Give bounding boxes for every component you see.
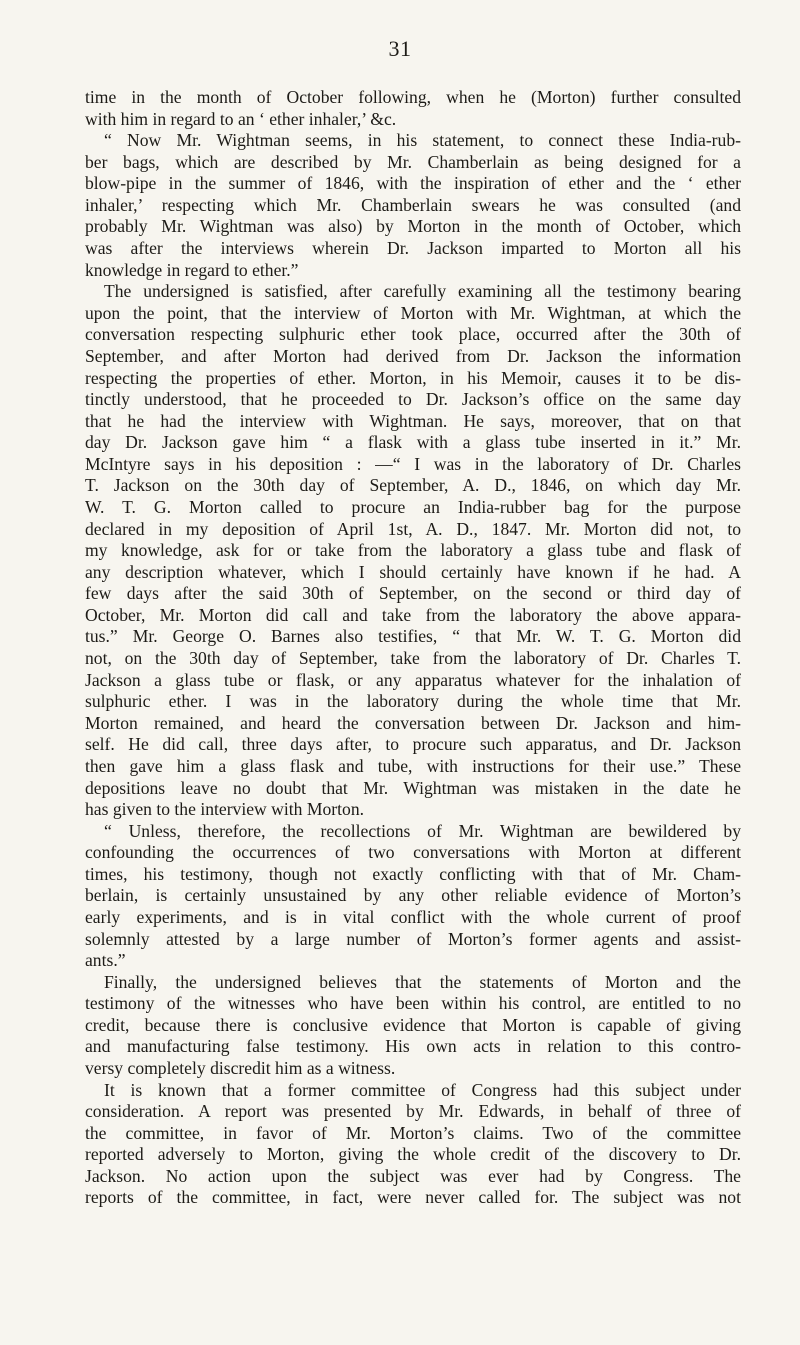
text-line: reported adversely to Morton, giving the whole credit of the discovery to Dr. [85,1144,741,1165]
text-line: Finally, the undersigned believes that the statements of Morton and the [104,971,741,992]
text-line: inhaler,’ respecting which Mr. Chamberlain swears he was consulted (and [85,194,741,215]
text-line: Jackson. No action upon the subject was ever had by Congress. The [85,1165,741,1186]
text-line: T. Jackson on the 30th day of September, A. D., 1846, on which day Mr. [85,475,741,496]
text-line: and manufacturing false testimony. His own acts in relation to this contro- [85,1036,741,1057]
text-line: not, on the 30th day of September, take from the laboratory of Dr. Charles T. [85,648,741,669]
text-line: blow-pipe in the summer of 1846, with the inspiration of ether and the ‘ ether [85,173,741,194]
text-line: berlain, is certainly unsustained by any other reliable evidence of Morton’s [85,885,741,906]
text-line: that he had the interview with Wightman. He says, moreover, that on that [85,410,741,431]
text-line: with him in regard to an ‘ ether inhaler,’ &c. [85,108,397,129]
text-line: times, his testimony, though not exactly conflicting with that of Mr. Cham- [85,863,741,884]
text-line: versy completely discredit him as a witness. [85,1058,396,1079]
text-line: ber bags, which are described by Mr. Chamberlain as being designed for a [85,151,741,172]
text-line: the committee, in favor of Mr. Morton’s claims. Two of the committee [85,1122,741,1143]
text-line: W. T. G. Morton called to procure an India-rubber bag for the purpose [85,496,741,517]
text-line: September, and after Morton had derived from Dr. Jackson the information [85,345,741,366]
text-line: respecting the properties of ether. Morton, in his Memoir, causes it to be dis- [85,367,741,388]
text-line: tus.” Mr. George O. Barnes also testifies, “ that Mr. W. T. G. Morton did [85,626,741,647]
text-line: depositions leave no doubt that Mr. Wightman was mistaken in the date he [85,777,741,798]
text-line: ants.” [85,950,126,971]
text-line: testimony of the witnesses who have been within his control, are entitled to no [85,993,741,1014]
text-line: my knowledge, ask for or take from the laboratory a glass tube and flask of [85,540,741,561]
text-line: knowledge in regard to ether.” [85,259,299,280]
text-line: time in the month of October following, when he (Morton) further consulted [85,87,741,107]
text-line: reports of the committee, in fact, were never called for. The subject was not [85,1187,741,1208]
body-text [85,87,741,1209]
text-line: has given to the interview with Morton. [85,799,365,820]
text-line: self. He did call, three days after, to procure such apparatus, and Dr. Jackson [85,734,741,755]
text-line: McIntyre says in his deposition : —“ I was in the laboratory of Dr. Charles [85,453,741,474]
text-line: The undersigned is satisfied, after carefully examining all the testimony bearing [104,281,741,302]
text-line: consideration. A report was presented by Mr. Edwards, in behalf of three of [85,1101,741,1122]
page-number: 31 [388,36,412,61]
text-line: was after the interviews wherein Dr. Jackson imparted to Morton all his [85,238,741,259]
text-line: probably Mr. Wightman was also) by Morton in the month of October, which [85,216,741,237]
text-line: day Dr. Jackson gave him “ a flask with a glass tube inserted in it.” Mr. [85,432,741,453]
text-line: early experiments, and is in vital conflict with the whole current of proof [85,906,741,927]
text-line: then gave him a glass flask and tube, with instructions for their use.” These [85,755,741,776]
text-line: Jackson a glass tube or flask, or any apparatus whatever for the inhalation of [85,669,741,690]
text-line: credit, because there is conclusive evidence that Morton is capable of giving [85,1014,741,1035]
text-line: tinctly understood, that he proceeded to Dr. Jackson’s office on the same day [85,389,741,410]
text-line: few days after the said 30th of September, on the second or third day of [85,583,741,604]
text-line: conversation respecting sulphuric ether took place, occurred after the 30th of [85,324,741,345]
text-line: any description whatever, which I should certainly have known if he had. A [85,561,741,582]
text-line: upon the point, that the interview of Morton with Mr. Wightman, at which the [85,302,741,323]
text-line: sulphuric ether. I was in the laboratory during the whole time that Mr. [85,691,741,712]
text-line: It is known that a former committee of Congress had this subject under [104,1079,741,1100]
text-line: Morton remained, and heard the conversation between Dr. Jackson and him- [85,712,741,733]
text-line: October, Mr. Morton did call and take from the laboratory the above appara- [85,604,741,625]
text-line: “ Unless, therefore, the recollections of Mr. Wightman are bewildered by [104,820,741,841]
text-line: “ Now Mr. Wightman seems, in his statement, to connect these India-rub- [104,130,741,151]
text-line: solemnly attested by a large number of Morton’s former agents and assist- [85,928,741,949]
text-line: declared in my deposition of April 1st, A. D., 1847. Mr. Morton did not, to [85,518,741,539]
text-line: confounding the occurrences of two conversations with Morton at different [85,842,741,863]
